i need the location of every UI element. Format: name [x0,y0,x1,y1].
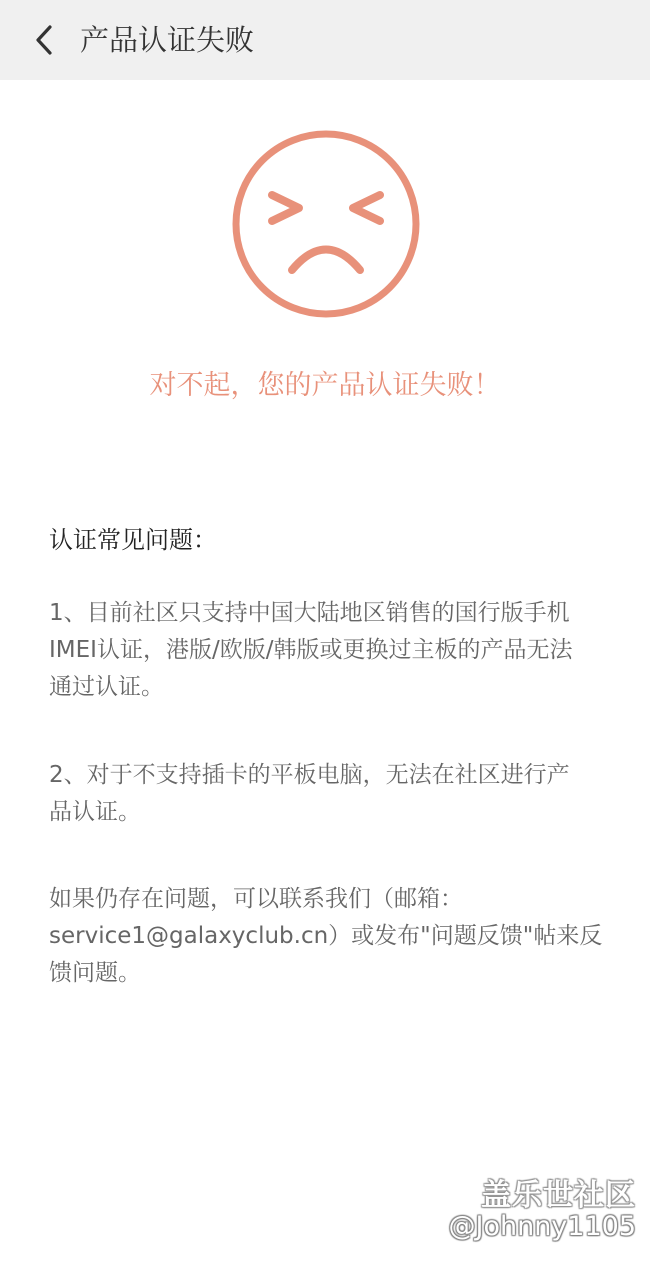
faq-item-2 [49,757,619,831]
faq-item-1 [49,595,619,706]
sad-face-icon [231,129,421,319]
contact-mid-text: ）或发布 [328,923,421,949]
faq-heading: 认证常见问题： [49,526,217,554]
faq-item-1-line-2: IMEI认证，港版/欧版/韩版或更换过主板的产品无法 [49,637,573,663]
faq-item-1-line-1: 1、目前社区只支持中国大陆地区销售的国行版手机 [49,600,570,626]
page-title: 产品认证失败 [80,23,255,57]
top-app-bar [0,0,650,80]
chevron-left-icon [32,24,56,56]
faq-item-2-line-1: 2、对于不支持插卡的平板电脑，无法在社区进行产 [49,762,570,788]
faq-item-2-line-2: 品认证。 [49,799,141,825]
contact-line-2 [49,918,619,955]
contact-line-3: 馈问题。 [49,960,141,986]
feedback-link[interactable]: "问题反馈" [420,923,534,949]
faq-item-1-line-3: 通过认证。 [49,674,164,700]
failure-message: 对不起，您的产品认证失败！ [149,370,501,401]
back-button[interactable] [22,18,66,62]
watermark-user: @Johnny1105 [448,1211,636,1242]
contact-line-1: 如果仍存在问题，可以联系我们（邮箱： [49,886,463,912]
contact-info [49,881,619,992]
email-link[interactable]: service1@galaxyclub.cn [49,923,329,949]
contact-after-text: 帖来反 [533,923,603,949]
watermark-site: 盖乐世社区 [481,1178,636,1213]
